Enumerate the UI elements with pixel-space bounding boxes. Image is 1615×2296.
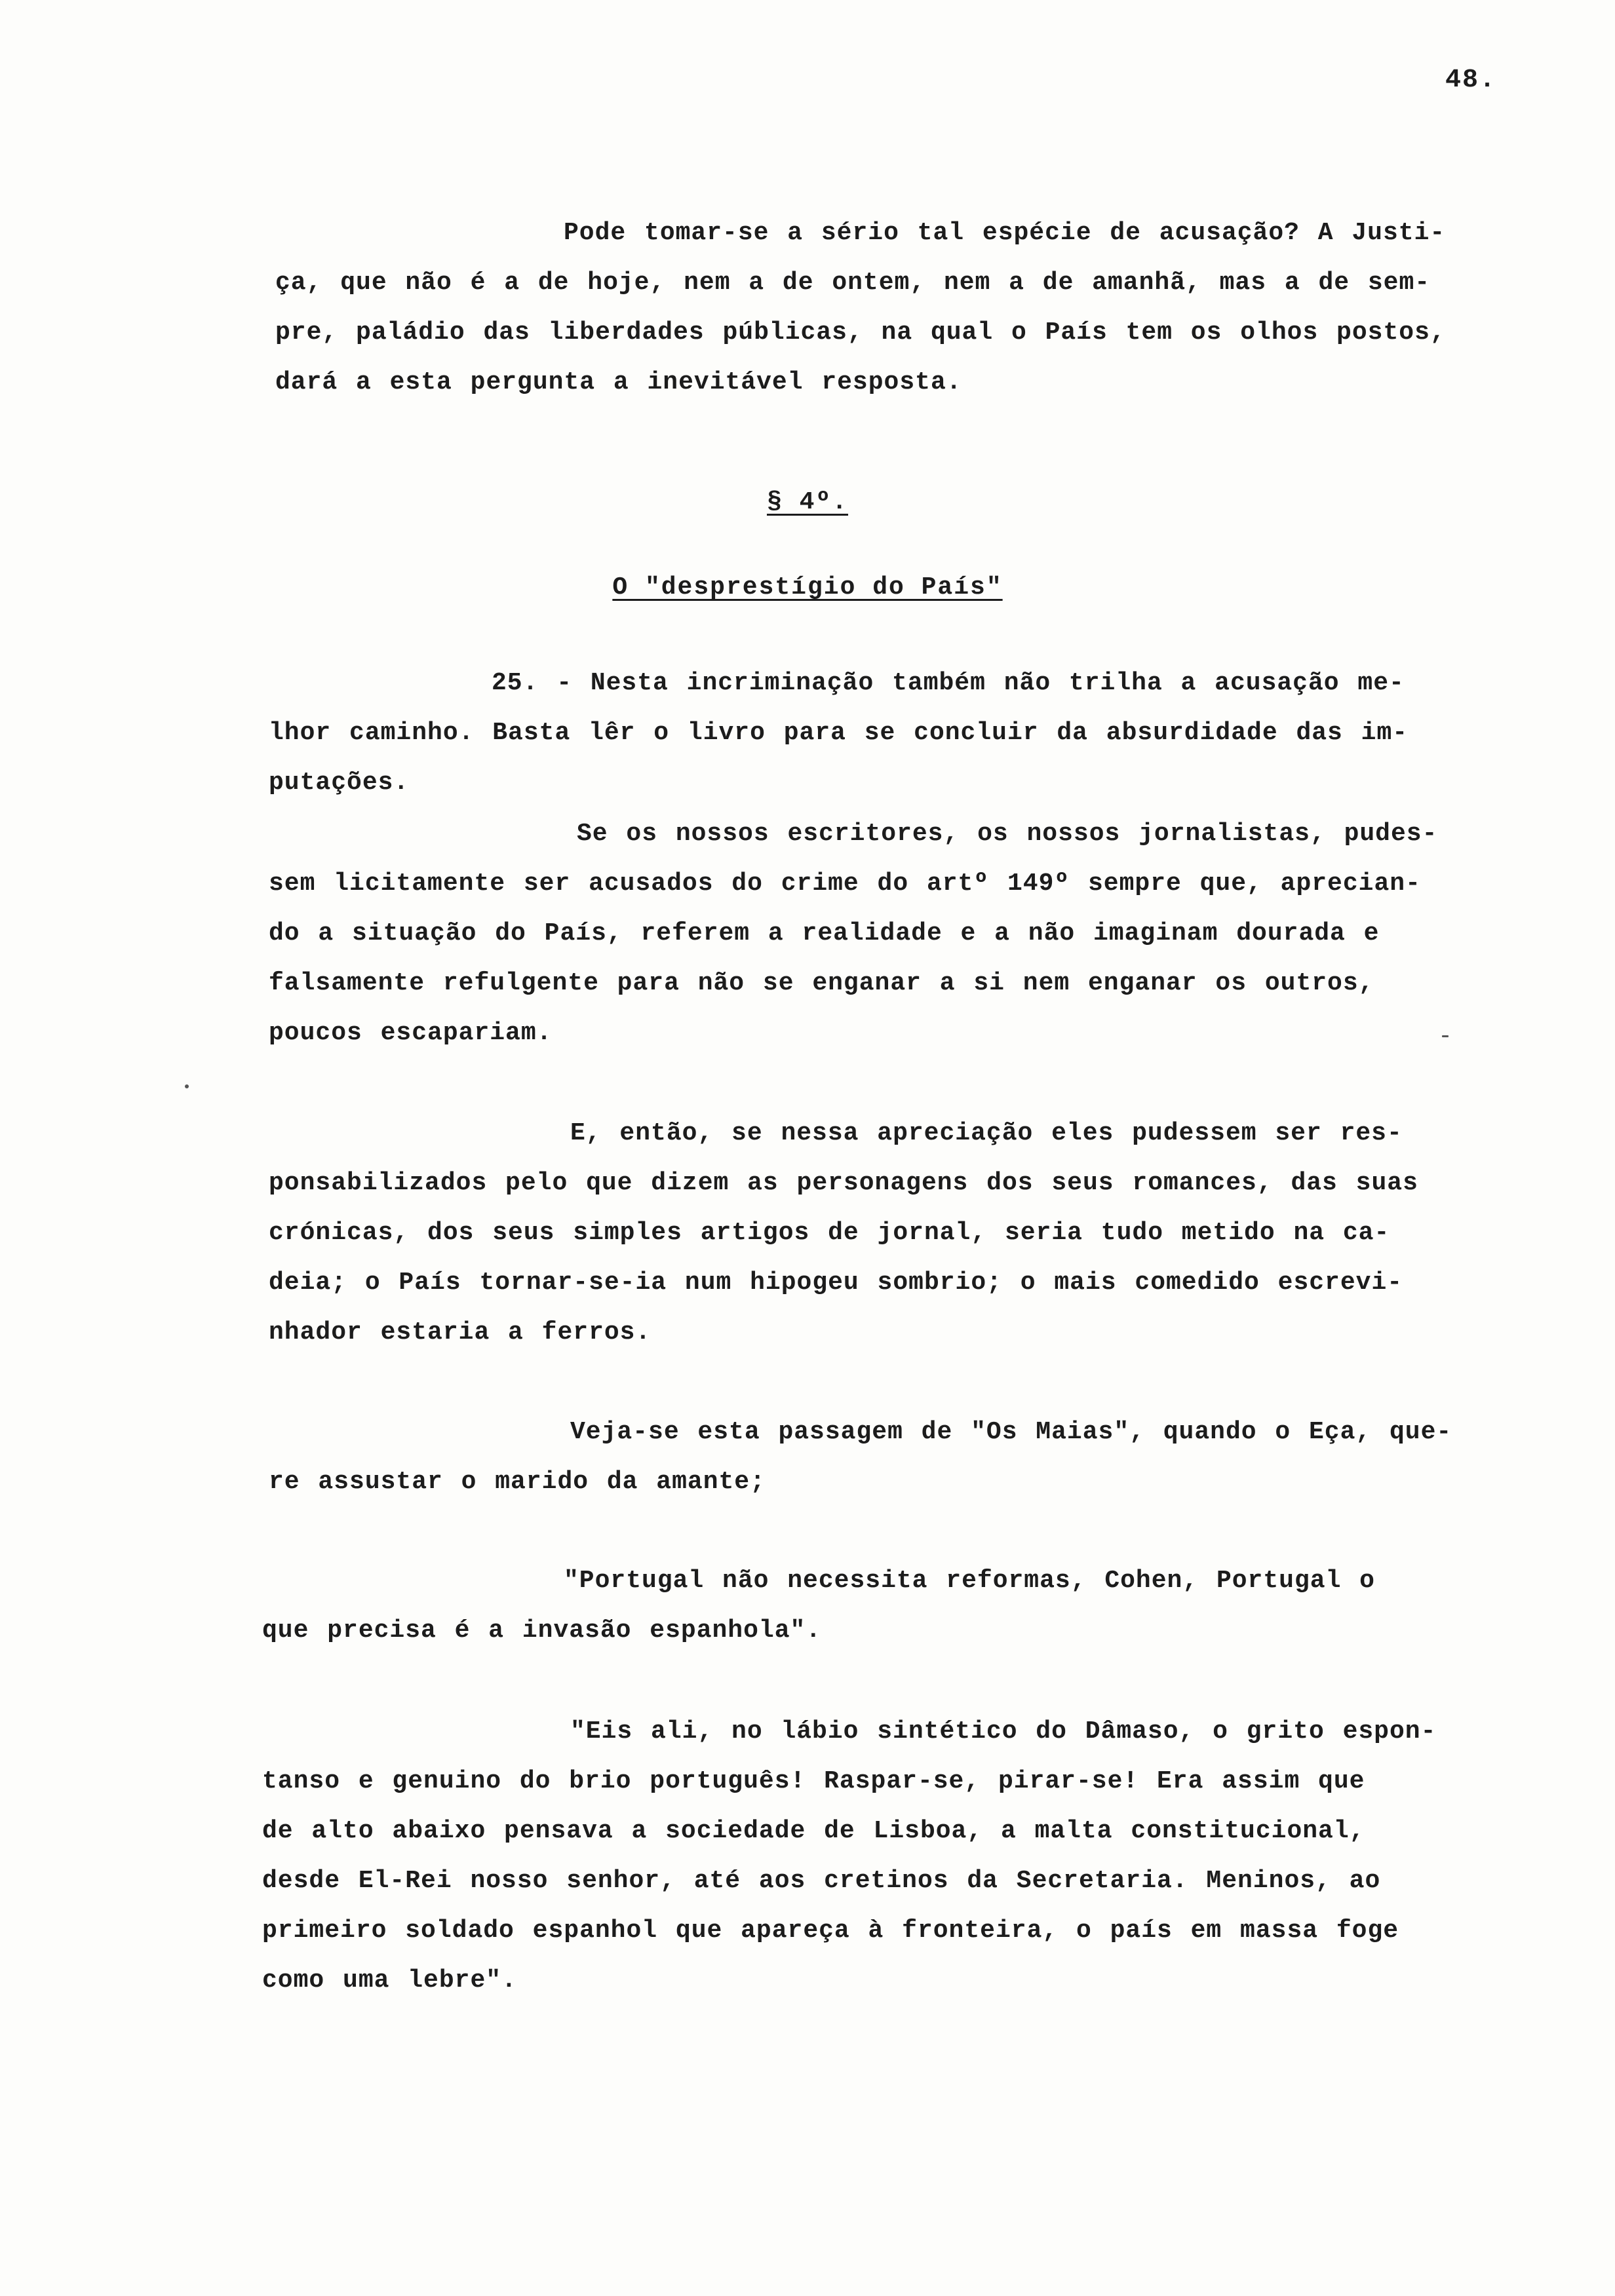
paragraph-line: primeiro soldado espanhol que apareça à fronteira, o país em massa foge bbox=[262, 1917, 1399, 1945]
scan-speck bbox=[185, 1084, 189, 1088]
paragraph-line: nhador estaria a ferros. bbox=[269, 1318, 652, 1347]
paragraph-line: re assustar o marido da amante; bbox=[269, 1468, 766, 1496]
paragraph-then bbox=[269, 1109, 1540, 1358]
paragraph-line: deia; o País tornar-se-ia num hipogeu sombrio; o mais comedido escrevi- bbox=[269, 1269, 1403, 1297]
quote-damaso bbox=[262, 1707, 1534, 2006]
paragraph-line: dará a esta pergunta a inevitável resposta. bbox=[275, 368, 962, 396]
paragraph-line: Pode tomar-se a sério tal espécie de acusação? A Justi- bbox=[564, 219, 1446, 247]
paragraph-maias bbox=[269, 1407, 1540, 1507]
paragraph-line: Veja-se esta passagem de "Os Maias", quando o Eça, que- bbox=[570, 1418, 1452, 1446]
paragraph-line: sem licitamente ser acusados do crime do artº 149º sempre que, aprecian- bbox=[269, 870, 1421, 898]
paragraph-line: que precisa é a invasão espanhola". bbox=[262, 1617, 822, 1645]
paragraph-line: poucos escapariam. bbox=[269, 1019, 553, 1047]
section-number bbox=[0, 488, 1615, 516]
paragraph-line: desde El-Rei nosso senhor, até aos cretinos da Secretaria. Meninos, ao bbox=[262, 1867, 1381, 1895]
paragraph-line: tanso e genuino do brio português! Raspar-se, pirar-se! Era assim que bbox=[262, 1767, 1365, 1795]
paragraph-line: E, então, se nessa apreciação eles pudessem ser res- bbox=[570, 1119, 1403, 1147]
section-number-text: § 4º. bbox=[766, 488, 849, 516]
paragraph-line: Se os nossos escritores, os nossos jornalistas, pudes- bbox=[577, 820, 1438, 848]
paragraph-line: como uma lebre". bbox=[262, 1966, 517, 1995]
paragraph-justice bbox=[275, 208, 1547, 408]
paragraph-line: pre, paládio das liberdades públicas, na qual o País tem os olhos postos, bbox=[275, 318, 1446, 347]
section-title bbox=[0, 573, 1615, 602]
paragraph-line: ponsabilizados pelo que dizem as personagens dos seus romances, das suas bbox=[269, 1169, 1418, 1197]
paragraph-line: de alto abaixo pensava a sociedade de Lisboa, a malta constitucional, bbox=[262, 1817, 1365, 1845]
paragraph-line: ça, que não é a de hoje, nem a de ontem, nem a de amanhã, mas a de sem- bbox=[275, 269, 1431, 297]
page-number: 48. bbox=[1445, 66, 1497, 95]
paragraph-writers bbox=[269, 809, 1540, 1058]
paragraph-line: 25. - Nesta incriminação também não trilha a acusação me- bbox=[492, 669, 1405, 697]
scan-speck bbox=[1442, 1035, 1449, 1037]
paragraph-line: falsamente refulgente para não se enganar a si nem enganar os outros, bbox=[269, 969, 1374, 997]
quote-portugal bbox=[262, 1556, 1534, 1656]
paragraph-line: "Portugal não necessita reformas, Cohen, Portugal o bbox=[564, 1567, 1375, 1595]
paragraph-25 bbox=[269, 659, 1540, 808]
section-title-text: O "desprestígio do País" bbox=[612, 573, 1003, 602]
paragraph-line: crónicas, dos seus simples artigos de jornal, seria tudo metido na ca- bbox=[269, 1219, 1390, 1247]
paragraph-line: "Eis ali, no lábio sintético do Dâmaso, o grito espon- bbox=[570, 1717, 1437, 1746]
paragraph-line: putações. bbox=[269, 769, 410, 797]
paragraph-line: do a situação do País, referem a realidade e a não imaginam dourada e bbox=[269, 919, 1380, 947]
paragraph-line: lhor caminho. Basta lêr o livro para se concluir da absurdidade das im- bbox=[269, 719, 1409, 747]
